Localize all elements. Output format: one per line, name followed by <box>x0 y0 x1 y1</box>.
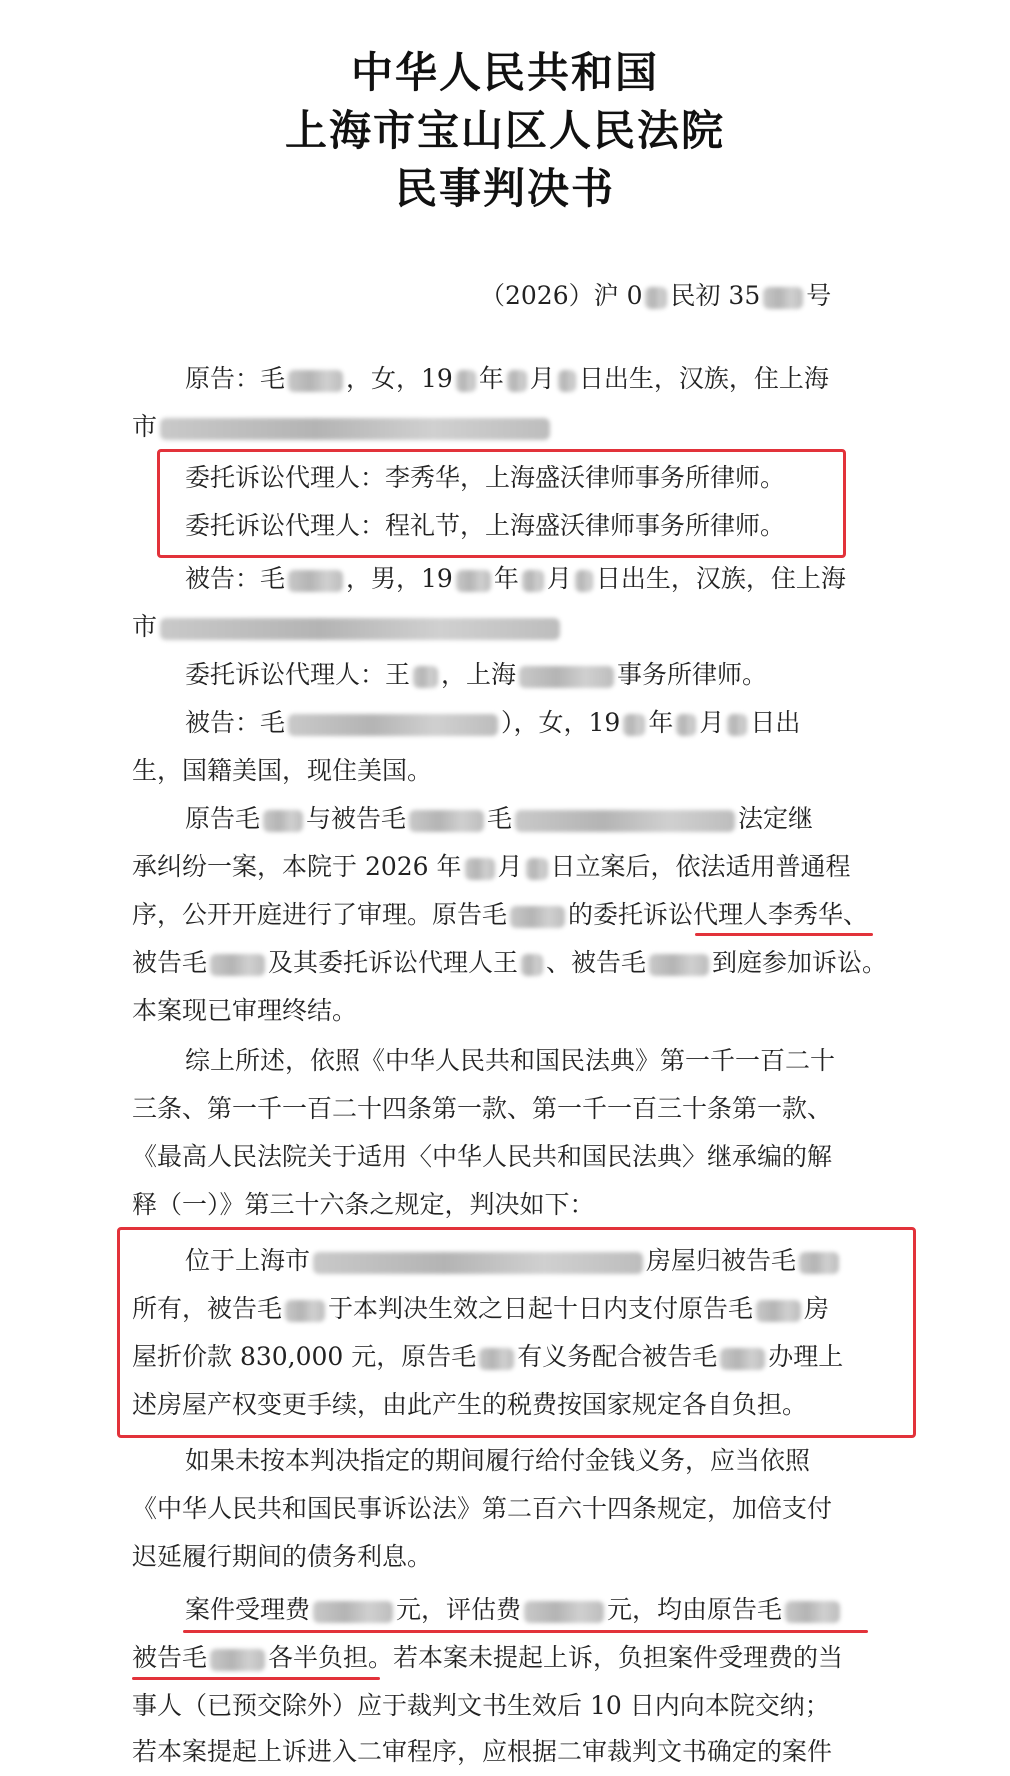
plaintiff-agent-1: 委托诉讼代理人：李秀华，上海盛沃律师事务所律师。 <box>185 463 786 492</box>
judgment-line: 位于上海市 房屋归被告毛 <box>185 1237 892 1285</box>
legal-basis-line: 三条、第一千一百二十四条第一款、第一千一百三十条第一款、 <box>132 1094 833 1123</box>
fees-line: 若本案提起上诉进入二审程序，应根据二审裁判文书确定的案件 <box>132 1737 833 1766</box>
fees-line: 事人（已预交除外）应于裁判文书生效后 10 日内向本院交纳； <box>132 1691 830 1720</box>
case-number: （2026）沪 0 民初 35 号 <box>480 281 832 310</box>
judgment-highlight-box <box>117 1227 916 1438</box>
judgment-line: 述房屋产权变更手续，由此产生的税费按国家规定各自负担。 <box>132 1390 808 1419</box>
judgment-line: 屋折价款 830,000 元，原告毛 有义务配合被告毛 办理上 <box>132 1342 844 1371</box>
case-intro-line: 被告毛 及其委托诉讼代理人王 、被告毛 到庭参加诉讼。 <box>132 948 888 977</box>
case-intro-line: 承纠纷一案，本院于 2026 年 月 日立案后，依法适用普通程 <box>132 852 851 881</box>
defendant-1-agent: 委托诉讼代理人：王 ，上海 事务所律师。 <box>185 660 768 689</box>
fees-underline-1 <box>183 1630 868 1633</box>
case-intro-line: 序，公开开庭进行了审理。原告毛 的委托诉讼代理人李秀华、 <box>132 900 869 929</box>
title-country: 中华人民共和国 <box>350 48 659 97</box>
interest-line: 如果未按本判决指定的期间履行给付金钱义务，应当依照 <box>185 1446 811 1475</box>
case-intro-line: 原告毛 与被告毛 毛 法定继 <box>185 804 814 833</box>
defendant-1-address: 市 <box>132 603 892 651</box>
plaintiff-address: 市 <box>132 403 892 451</box>
title-court: 上海市宝山区人民法院 <box>284 106 725 155</box>
case-intro-line: 本案现已审理终结。 <box>132 996 358 1025</box>
plaintiff-line: 原告：毛 ，女，19 年 月 日出生，汉族，住上海 <box>185 364 829 393</box>
plaintiff-agent-2: 委托诉讼代理人：程礼节，上海盛沃律师事务所律师。 <box>185 511 786 540</box>
title-document-type: 民事判决书 <box>394 164 615 213</box>
fees-line: 被告毛 各半负担。若本案未提起上诉，负担案件受理费的当 <box>132 1643 844 1672</box>
fees-line: 案件受理费 元，评估费 元，均由原告毛 <box>185 1586 892 1634</box>
legal-basis-line: 《最高人民法院关于适用〈中华人民共和国民法典〉继承编的解 <box>132 1142 833 1171</box>
interest-line: 《中华人民共和国民事诉讼法》第二百六十四条规定，加倍支付 <box>132 1494 833 1523</box>
defendant-2-line: 被告：毛 ），女，19 年 月 日出 <box>185 708 801 737</box>
agent-name-underline <box>695 933 873 936</box>
judgment-line: 所有，被告毛 于本判决生效之日起十日内支付原告毛 房 <box>132 1294 830 1323</box>
agents-highlight-box <box>157 449 846 558</box>
defendant-2-nationality: 生，国籍美国，现住美国。 <box>132 756 433 785</box>
legal-basis-line: 综上所述，依照《中华人民共和国民法典》第一千一百二十 <box>185 1046 836 1075</box>
interest-line: 迟延履行期间的债务利息。 <box>132 1542 433 1571</box>
defendant-1-line: 被告：毛 ，男，19 年 月 日出生，汉族，住上海 <box>185 564 846 593</box>
legal-basis-line: 释（一）》第三十六条之规定，判决如下： <box>132 1190 595 1219</box>
fees-underline-2 <box>132 1677 380 1680</box>
